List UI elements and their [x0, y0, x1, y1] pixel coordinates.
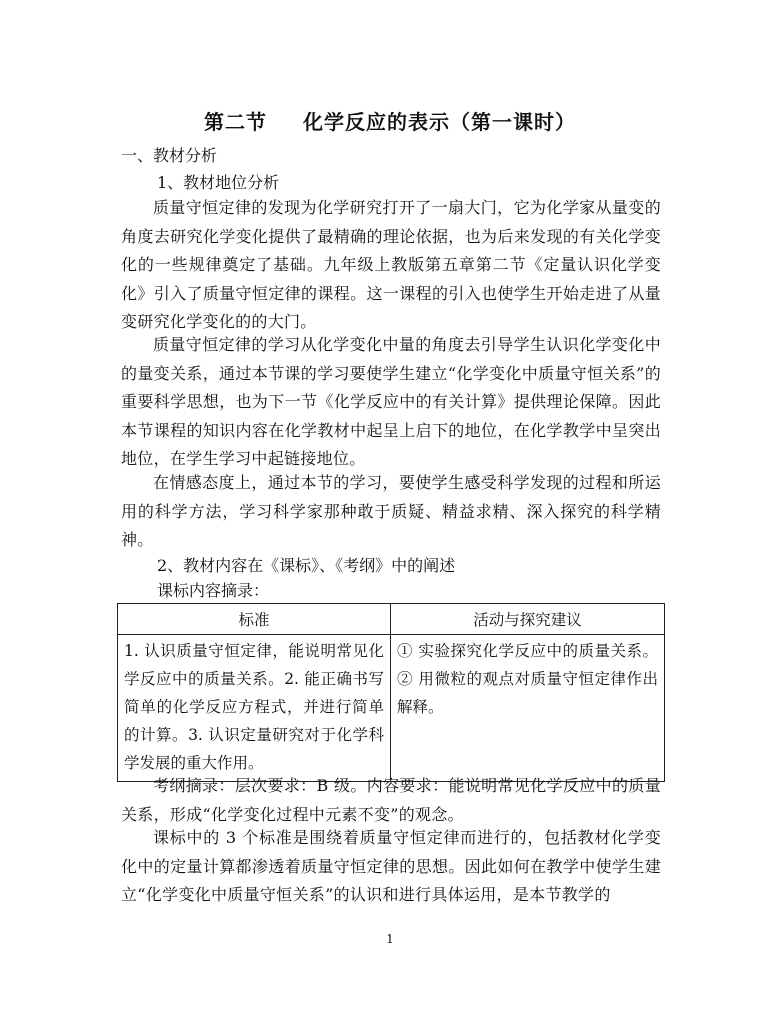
page-number: 1 — [386, 932, 394, 946]
table-header-activity: 活动与探究建议 — [391, 604, 665, 635]
table-header-row — [118, 604, 665, 635]
subheading-curriculum-description: 2、教材内容在《课标》、《考纲》中的阐述 — [157, 556, 456, 575]
subheading-curriculum-excerpt: 课标内容摘录： — [157, 581, 270, 600]
title-topic: 化学反应的表示（第一课时） — [303, 110, 576, 134]
paragraph-position-1: 质量守恒定律的发现为化学研究打开了一扇大门，它为化学家从量变的角度去研究化学变化提供了最精确的理论依据，也为后来发现的有关化学变化的一些规律奠定了基础。九年级上教版第五章第二节《定量认识化学变化》引入了质量守恒定律的课程。这一课程的引入也使学生开始走进了从量变研究化学变化的的大门。 — [121, 198, 661, 331]
table-header-standard: 标准 — [118, 604, 391, 635]
page-title — [0, 106, 780, 135]
section-heading-textbook-analysis: 一、教材分析 — [121, 146, 218, 165]
table-row — [118, 635, 665, 782]
curriculum-standards-table — [117, 603, 665, 782]
paragraph-position-2: 质量守恒定律的学习从化学变化中量的角度去引导学生认识化学变化中的量变关系，通过本节课的学习要使学生建立“化学变化中质量守恒关系”的重要科学思想，也为下一节《化学反应中的有关计算》提供理论保障。因此本节课程的知识内容在化学教材中起呈上启下的地位，在化学教学中呈突出地位，在学生学习中起链接地位。 — [121, 335, 661, 468]
paragraph-attitude: 在情感态度上，通过本节的学习，要使学生感受科学发现的过程和所运用的科学方法，学习科学家那种敢于质疑、精益求精、深入探究的科学精神。 — [121, 473, 661, 549]
table-cell-standards: 1. 认识质量守恒定律，能说明常见化学反应中的质量关系。2. 能正确书写简单的化学反应方程式，并进行简单的计算。3. 认识定量研究对于化学科学发展的重大作用。 — [118, 635, 391, 782]
paragraph-exam-outline: 考纲摘录：层次要求：B 级。内容要求：能说明常见化学反应中的质量关系，形成“化学变化过程中元素不变”的观念。 — [121, 776, 661, 824]
title-section: 第二节 — [204, 110, 267, 134]
paragraph-standards-summary: 课标中的 3 个标准是围绕着质量守恒定律而进行的，包括教材化学变化中的定量计算都渗透着质量守恒定律的思想。因此如何在教学中使学生建立“化学变化中质量守恒关系”的认识和进行具体运用，是本节教学的 — [121, 828, 661, 904]
subheading-textbook-position: 1、教材地位分析 — [157, 173, 280, 192]
table-cell-activities: ① 实验探究化学反应中的质量关系。② 用微粒的观点对质量守恒定律作出解释。 — [391, 635, 665, 782]
